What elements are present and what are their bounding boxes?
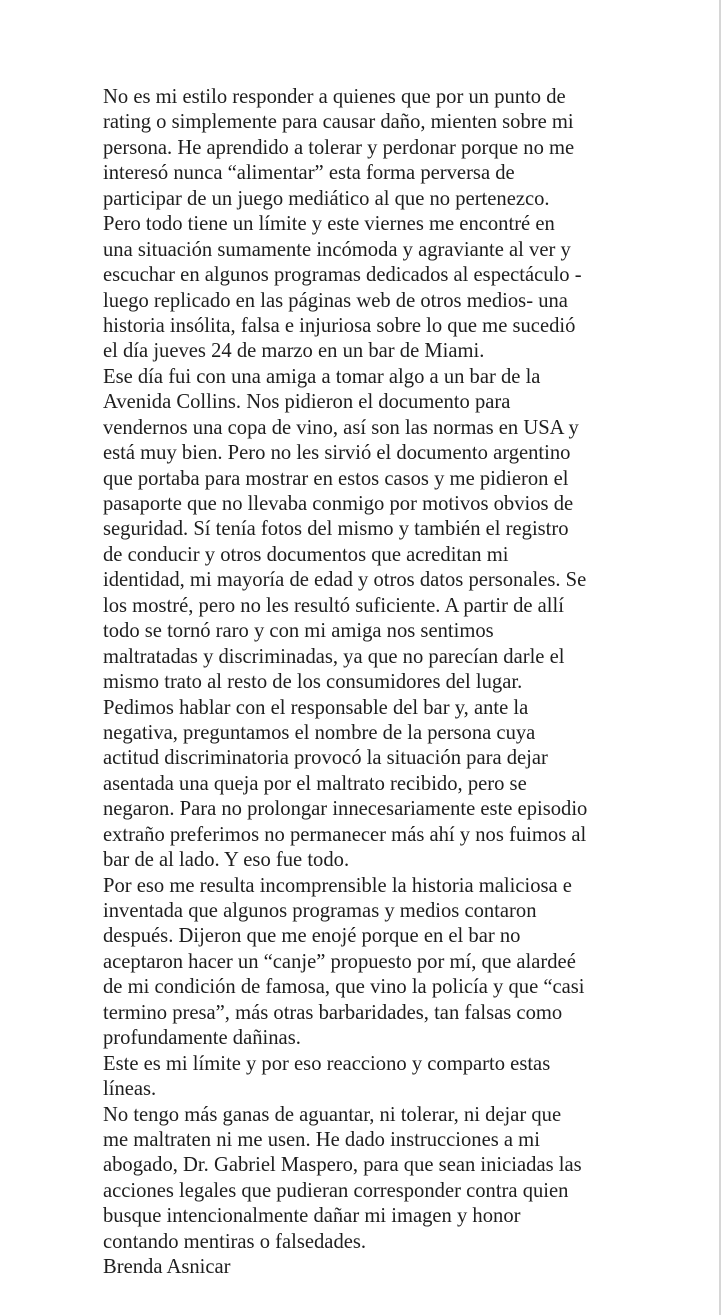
statement-line: No es mi estilo responder a quienes que por un punto de [103,86,566,108]
statement-line: maltratadas y discriminadas, ya que no parecían darle el [103,645,565,668]
statement-line: inventada que algunos programas y medios contaron [103,900,537,922]
statement-line: que portaba para mostrar en estos casos y me pidieron el [103,467,569,490]
statement-line: persona. He aprendido a tolerar y perdonar porque no me [103,136,575,159]
statement-line: el día jueves 24 de marzo en un bar de Miami. [103,340,485,363]
statement-line: Ese día fui con una amiga a tomar algo a un bar de la [103,365,541,388]
statement-line: busque intencionalmente dañar mi imagen y honor [103,1205,521,1228]
statement-line: contando mentiras o falsedades. [103,1230,367,1253]
statement-line: de mi condición de famosa, que vino la policía y que “casi [103,976,585,999]
statement-line: de conducir y otros documentos que acreditan mi [103,543,509,566]
statement-line: extraño preferimos no permanecer más ahí y nos fuimos al [103,823,587,846]
statement-line: escuchar en algunos programas dedicados al espectáculo - [103,264,582,287]
statement-line: los mostré, pero no les resultó suficiente. A partir de allí [103,594,564,617]
statement-line: seguridad. Sí tenía fotos del mismo y también el registro [103,518,569,541]
statement-line: una situación sumamente incómoda y agraviante al ver y [103,238,571,261]
statement-line: pasaporte que no llevaba conmigo por motivos obvios de [103,493,574,515]
statement-line: asentada una queja por el maltrato recibido, pero se [103,772,527,795]
statement-line: acciones legales que pudieran corresponder contra quien [103,1179,569,1202]
statement-line: profundamente dañinas. [103,1027,301,1050]
statement-line: todo se tornó raro y con mi amiga nos sentimos [103,620,494,643]
statement-line: Pero todo tiene un límite y este viernes me encontré en [103,213,555,236]
statement-line: está muy bien. Pero no les sirvió el documento argentino [103,442,571,465]
statement-line: mismo trato al resto de los consumidores del lugar. [103,671,523,694]
statement-line: Pedimos hablar con el responsable del bar y, ante la [103,696,529,719]
statement-line: historia insólita, falsa e injuriosa sobre lo que me sucedió [103,314,576,337]
statement-line: bar de al lado. Y eso fue todo. [103,849,350,872]
statement-line: aceptaron hacer un “canje” propuesto por mí, que alardeé [103,950,576,973]
statement-line: rating o simplemente para causar daño, mienten sobre mi [103,111,574,134]
statement-line: después. Dijeron que me enojé porque en el bar no [103,925,521,948]
statement-line: interesó nunca “alimentar” esta forma perversa de [103,162,515,185]
statement-line: abogado, Dr. Gabriel Maspero, para que sean iniciadas las [103,1154,582,1177]
statement-line: participar de un juego mediático al que no pertenezco. [103,187,550,210]
statement-line: termino presa”, más otras barbaridades, tan falsas como [103,1001,563,1024]
statement-line: identidad, mi mayoría de edad y otros datos personales. Se [103,569,587,592]
statement-line: negativa, preguntamos el nombre de la persona cuya [103,721,536,744]
statement-line: luego replicado en las páginas web de otros medios- una [103,289,568,312]
signature-line: Brenda Asnicar [103,1256,231,1279]
statement-line: Por eso me resulta incomprensible la historia maliciosa e [103,874,572,897]
statement-text-block [103,85,643,1281]
statement-line: me maltraten ni me usen. He dado instrucciones a mi [103,1128,540,1151]
statement-line: actitud discriminatoria provocó la situación para dejar [103,747,548,770]
statement-line: No tengo más ganas de aguantar, ni tolerar, ni dejar que [103,1103,562,1126]
statement-line: líneas. [103,1078,157,1101]
statement-line: Avenida Collins. Nos pidieron el documento para [103,391,511,414]
statement-line: Este es mi límite y por eso reacciono y comparto estas [103,1052,551,1075]
statement-line: vendernos una copa de vino, así son las normas en USA y [103,416,579,439]
statement-line: negaron. Para no prolongar innecesariamente este episodio [103,798,588,821]
